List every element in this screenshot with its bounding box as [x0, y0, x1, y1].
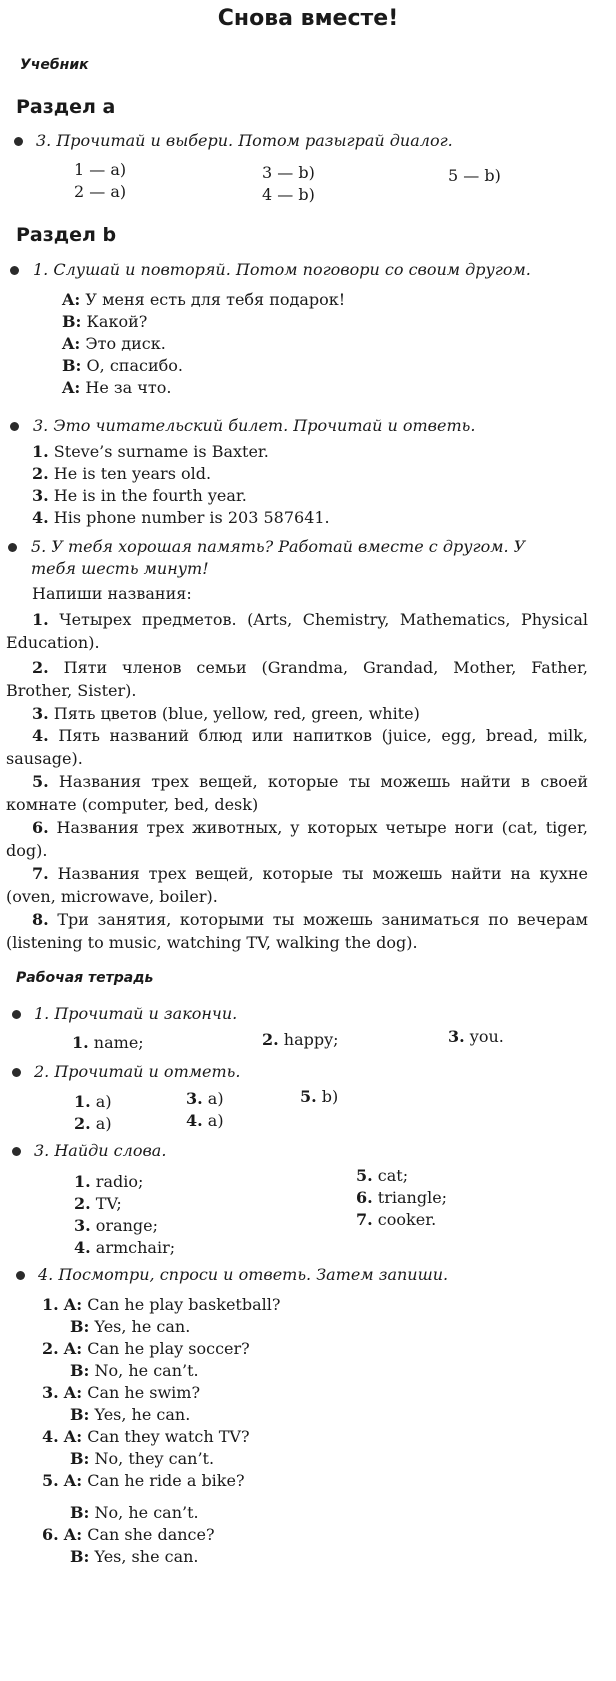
question-text: Can he play basketball? [87, 1295, 281, 1314]
list-item [6, 770, 588, 816]
item-text: cat; [377, 1166, 409, 1185]
item-text: His phone number is 203 587641. [53, 508, 330, 527]
exercise-title: 5. У тебя хорошая память? Работай вместе с другом. У [31, 537, 526, 556]
speaker: B: [70, 1317, 90, 1336]
exercise-title: 3. Найди слова. [34, 1141, 167, 1160]
answer-text: Yes, he can. [94, 1405, 191, 1424]
item-number: 1. [42, 1295, 59, 1314]
item-text: Пять цветов (blue, yellow, red, green, white) [53, 704, 420, 723]
item-text: cooker. [377, 1210, 437, 1229]
question-text: Can they watch TV? [87, 1427, 250, 1446]
answer [300, 1087, 338, 1106]
dialog-question [42, 1525, 215, 1544]
bullet-icon [12, 1010, 21, 1019]
list-item [6, 862, 588, 908]
line-text: Не за что. [85, 378, 172, 397]
bullet-icon [16, 1271, 25, 1280]
speaker: B: [70, 1547, 90, 1566]
answer: 3 — b) [262, 163, 315, 182]
speaker: B: [70, 1503, 90, 1522]
dialog-answer [70, 1503, 199, 1522]
exercise-title: тебя шесть минут! [31, 559, 209, 578]
item-text: Пяти членов семьи (Grandma, Grandad, Mother, Father, Brother, Sister). [6, 658, 588, 700]
answer-text: No, they can’t. [94, 1449, 215, 1468]
answer [74, 1114, 112, 1133]
answer [262, 1030, 339, 1049]
line-text: О, спасибо. [86, 356, 183, 375]
item-number: 3. [32, 704, 49, 723]
section-b-heading: Раздел b [16, 224, 117, 246]
item-text: name; [93, 1033, 144, 1052]
word [74, 1238, 175, 1257]
item-text: Пять названий блюд или напитков (juice, egg, bread, milk, sausage). [6, 726, 589, 768]
textbook-heading: Учебник [20, 57, 89, 73]
item-text: b) [321, 1087, 339, 1106]
answer-text: Yes, he can. [94, 1317, 191, 1336]
item-number: 3. [186, 1089, 203, 1108]
item-number: 2. [262, 1030, 279, 1049]
item-text: a) [95, 1114, 112, 1133]
speaker: A: [63, 1383, 83, 1402]
dialog-answer [70, 1449, 214, 1468]
speaker: A: [63, 1525, 83, 1544]
item-number: 4. [186, 1111, 203, 1130]
item-number: 5. [42, 1471, 59, 1490]
item-number: 5. [356, 1166, 373, 1185]
item-number: 4. [42, 1427, 59, 1446]
word [74, 1194, 122, 1213]
item-text: Названия трех вещей, которые ты можешь найти в своей комнате (computer, bed, desk) [6, 772, 588, 814]
answer-text: No, he can’t. [94, 1503, 199, 1522]
item-number: 2. [32, 658, 49, 677]
dialog-line [62, 312, 147, 331]
line-text: Какой? [86, 312, 148, 331]
speaker: A: [62, 290, 81, 309]
exercise-title: 4. Посмотри, спроси и ответь. Затем запиши. [38, 1265, 449, 1284]
item-text: Четырех предметов. (Arts, Chemistry, Mathematics, Physical Education). [6, 610, 588, 652]
dialog-question [42, 1339, 250, 1358]
item-text: a) [95, 1092, 112, 1111]
exercise-title: 1. Прочитай и закончи. [34, 1004, 238, 1023]
answer: 2 — a) [74, 182, 127, 201]
item-number: 4. [32, 508, 49, 527]
item-text: armchair; [95, 1238, 176, 1257]
bullet-icon [10, 422, 19, 431]
item-number: 5. [32, 772, 49, 791]
bullet-icon [12, 1147, 21, 1156]
dialog-line [62, 378, 171, 397]
dialog-line [62, 356, 183, 375]
dialog-question [42, 1295, 280, 1314]
item-number: 3. [32, 486, 49, 505]
item-number: 4. [74, 1238, 91, 1257]
item-number: 6. [32, 818, 49, 837]
dialog-answer [70, 1547, 199, 1566]
bullet-icon [10, 266, 19, 275]
speaker: B: [70, 1361, 90, 1380]
item-text: TV; [95, 1194, 122, 1213]
speaker: B: [62, 312, 82, 331]
bullet-icon [12, 1068, 21, 1077]
page-title: Снова вместе! [217, 6, 399, 31]
exercise-title: 2. Прочитай и отметь. [34, 1062, 241, 1081]
speaker: A: [62, 334, 81, 353]
exercise-title: 1. Слушай и повторяй. Потом поговори со своим другом. [33, 260, 531, 279]
item-number: 2. [32, 464, 49, 483]
item-text: He is ten years old. [53, 464, 212, 483]
item-text: Названия трех вещей, которые ты можешь найти на кухне (oven, microwave, boiler). [6, 864, 589, 906]
speaker: A: [63, 1295, 83, 1314]
speaker: A: [63, 1339, 83, 1358]
answer [72, 1033, 144, 1052]
line-text: У меня есть для тебя подарок! [85, 290, 346, 309]
list-item [6, 702, 588, 725]
speaker: B: [62, 356, 82, 375]
speaker: A: [62, 378, 81, 397]
dialog-question [42, 1383, 200, 1402]
list-item [32, 464, 211, 483]
section-a-heading: Раздел а [16, 96, 116, 118]
speaker: B: [70, 1405, 90, 1424]
bullet-icon [14, 137, 23, 146]
question-text: Can she dance? [87, 1525, 215, 1544]
answer [186, 1111, 224, 1130]
dialog-question [42, 1427, 250, 1446]
item-number: 2. [42, 1339, 59, 1358]
item-number: 3. [448, 1027, 465, 1046]
dialog-line [62, 334, 166, 353]
exercise-title: 3. Это читательский билет. Прочитай и ответь. [33, 416, 476, 435]
dialog-answer [70, 1405, 190, 1424]
speaker: B: [70, 1449, 90, 1468]
speaker: A: [63, 1427, 83, 1446]
word [74, 1172, 143, 1191]
dialog-answer [70, 1317, 190, 1336]
exercise-title: 3. Прочитай и выбери. Потом разыграй диалог. [36, 131, 453, 150]
item-text: Steve’s surname is Baxter. [53, 442, 269, 461]
item-number: 7. [32, 864, 49, 883]
bullet-icon [8, 543, 17, 552]
item-number: 1. [74, 1172, 91, 1191]
item-number: 1. [74, 1092, 91, 1111]
item-text: you. [469, 1027, 504, 1046]
item-number: 1. [32, 610, 49, 629]
list-item [6, 656, 588, 702]
item-number: 2. [74, 1194, 91, 1213]
item-number: 8. [32, 910, 49, 929]
item-text: a) [207, 1089, 224, 1108]
list-item [32, 508, 330, 527]
word [356, 1210, 436, 1229]
list-item [32, 442, 269, 461]
question-text: Can he ride a bike? [87, 1471, 245, 1490]
word [356, 1188, 447, 1207]
dialog-answer [70, 1361, 199, 1380]
item-text: radio; [95, 1172, 144, 1191]
answer [74, 1092, 112, 1111]
dialog-line [62, 290, 345, 309]
word [356, 1166, 408, 1185]
item-number: 2. [74, 1114, 91, 1133]
item-number: 3. [74, 1216, 91, 1235]
speaker: A: [63, 1471, 83, 1490]
item-number: 1. [32, 442, 49, 461]
list-item [6, 724, 588, 770]
item-number: 5. [300, 1087, 317, 1106]
list-item [32, 486, 247, 505]
answer-text: No, he can’t. [94, 1361, 199, 1380]
item-number: 7. [356, 1210, 373, 1229]
answer: 4 — b) [262, 185, 315, 204]
item-number: 3. [42, 1383, 59, 1402]
workbook-heading: Рабочая тетрадь [16, 970, 154, 986]
item-text: He is in the fourth year. [53, 486, 247, 505]
answer: 5 — b) [448, 166, 501, 185]
item-text: Три занятия, которыми ты можешь заниматься по вечерам (listening to music, watching TV, walking the dog). [6, 910, 588, 952]
item-text: happy; [283, 1030, 339, 1049]
answer [186, 1089, 224, 1108]
item-number: 6. [42, 1525, 59, 1544]
dialog-question [42, 1471, 245, 1490]
item-text: a) [207, 1111, 224, 1130]
answer-text: Yes, she can. [94, 1547, 199, 1566]
item-text: orange; [95, 1216, 159, 1235]
item-number: 4. [32, 726, 49, 745]
line-text: Это диск. [85, 334, 166, 353]
item-text: Названия трех животных, у которых четыре ноги (cat, tiger, dog). [6, 818, 588, 860]
exercise-intro: Напиши названия: [32, 584, 192, 603]
answer [448, 1027, 504, 1046]
list-item [6, 608, 588, 654]
item-number: 1. [72, 1033, 89, 1052]
word [74, 1216, 158, 1235]
question-text: Can he swim? [87, 1383, 201, 1402]
answer: 1 — a) [74, 160, 127, 179]
list-item [6, 908, 588, 954]
item-number: 6. [356, 1188, 373, 1207]
list-item [6, 816, 588, 862]
question-text: Can he play soccer? [87, 1339, 250, 1358]
item-text: triangle; [377, 1188, 448, 1207]
